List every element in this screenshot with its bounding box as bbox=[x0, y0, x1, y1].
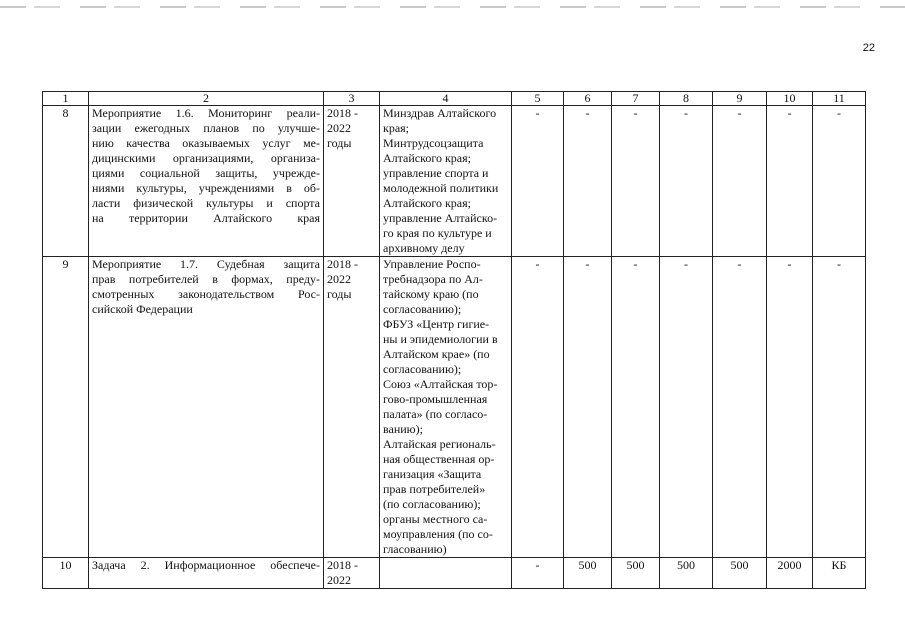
measure-name-line: зации ежегодных планов по улучше- bbox=[92, 121, 320, 135]
measure-name-line: прав потребителей в формах, преду- bbox=[92, 272, 320, 286]
row-number: 9 bbox=[43, 257, 89, 558]
executors-line: Управление Роспо- bbox=[383, 257, 481, 271]
measure-name bbox=[89, 558, 324, 589]
executors-line: ФБУЗ «Центр гигие- bbox=[383, 317, 490, 331]
table-row bbox=[43, 558, 866, 589]
value-cell: - bbox=[713, 257, 767, 558]
value-cell: КБ bbox=[813, 558, 866, 589]
measure-name-line: циями социальной защиты, учрежде- bbox=[92, 166, 320, 180]
measure-name-line: Мероприятие 1.6. Мониторинг реали- bbox=[92, 106, 320, 120]
value-cell: - bbox=[612, 257, 660, 558]
executors-line: Алтайском крае» (по bbox=[383, 347, 490, 361]
value-cell: - bbox=[564, 257, 612, 558]
value-cell: 500 bbox=[660, 558, 713, 589]
measure-name-line: смотренных законодательством Рос- bbox=[92, 287, 320, 301]
executors-line: тайскому краю (по bbox=[383, 287, 479, 301]
header-cell: 7 bbox=[612, 92, 660, 106]
value-cell: - bbox=[660, 257, 713, 558]
value-cell: - bbox=[767, 257, 813, 558]
scan-artifact-line bbox=[0, 6, 905, 8]
period-line: 2022 bbox=[327, 573, 351, 587]
executors-line: Минтрудсоцзащита bbox=[383, 136, 484, 150]
value-cell: - bbox=[612, 106, 660, 257]
value-cell: - bbox=[512, 106, 564, 257]
executors-line: архивному делу bbox=[383, 241, 465, 255]
header-cell: 1 bbox=[43, 92, 89, 106]
row-number: 8 bbox=[43, 106, 89, 257]
value-cell: 500 bbox=[564, 558, 612, 589]
executors-line: согласованию); bbox=[383, 302, 462, 316]
period-line: годы bbox=[327, 136, 352, 150]
executors-line: ная общественная ор- bbox=[383, 452, 495, 466]
page-number: 22 bbox=[862, 42, 875, 54]
executors-line: ганизация «Защита bbox=[383, 467, 482, 481]
executors-line: моуправления (по со- bbox=[383, 527, 493, 541]
period-line: 2018 - bbox=[327, 106, 358, 120]
value-cell: - bbox=[660, 106, 713, 257]
value-cell: - bbox=[813, 106, 866, 257]
executors-line: ванию); bbox=[383, 422, 423, 436]
period-line: годы bbox=[327, 287, 352, 301]
value-cell: 500 bbox=[713, 558, 767, 589]
executors-line: прав потребителей» bbox=[383, 482, 486, 496]
value-cell: 2000 bbox=[767, 558, 813, 589]
period-line: 2022 bbox=[327, 272, 351, 286]
header-cell: 10 bbox=[767, 92, 813, 106]
value-cell: - bbox=[767, 106, 813, 257]
measure-name-line: Задача 2. Информационное обеспече- bbox=[92, 558, 320, 572]
executors-line: Минздрав Алтайского bbox=[383, 106, 497, 120]
executors-line: (по согласованию); bbox=[383, 497, 481, 511]
executors-line: края; bbox=[383, 121, 410, 135]
header-cell: 5 bbox=[512, 92, 564, 106]
executors-line: органы местного са- bbox=[383, 512, 488, 526]
header-row bbox=[43, 92, 866, 106]
value-cell: - bbox=[713, 106, 767, 257]
value-cell: - bbox=[813, 257, 866, 558]
period bbox=[324, 558, 380, 589]
measures-table bbox=[42, 91, 866, 589]
executors-line: Алтайского края; bbox=[383, 196, 471, 210]
executors-line: палата» (по согласо- bbox=[383, 407, 488, 421]
measure-name-line: сийской Федерации bbox=[92, 302, 193, 316]
executors bbox=[380, 558, 512, 589]
period bbox=[324, 257, 380, 558]
executors-line: гово-промышленная bbox=[383, 392, 488, 406]
executors-line: требнадзора по Ал- bbox=[383, 272, 483, 286]
table-row bbox=[43, 257, 866, 558]
executors bbox=[380, 257, 512, 558]
measure-name-line: нию качества оказываемых услуг ме- bbox=[92, 136, 320, 150]
measure-name bbox=[89, 106, 324, 257]
period-line: 2022 bbox=[327, 121, 351, 135]
period-line: 2018 - bbox=[327, 257, 358, 271]
header-cell: 11 bbox=[813, 92, 866, 106]
measure-name-line: ласти физической культуры и спорта bbox=[92, 196, 320, 210]
measure-name-line: ниями культуры, учреждениями в об- bbox=[92, 181, 320, 195]
header-cell: 4 bbox=[380, 92, 512, 106]
value-cell: 500 bbox=[612, 558, 660, 589]
measure-name-line: Мероприятие 1.7. Судебная защита bbox=[92, 257, 320, 271]
table-row bbox=[43, 106, 866, 257]
executors-line: Алтайская региональ- bbox=[383, 437, 496, 451]
header-cell: 8 bbox=[660, 92, 713, 106]
header-cell: 9 bbox=[713, 92, 767, 106]
measure-name bbox=[89, 257, 324, 558]
executors-line: Алтайского края; bbox=[383, 151, 471, 165]
period-line: 2018 - bbox=[327, 558, 358, 572]
value-cell: - bbox=[564, 106, 612, 257]
executors-line: го края по культуре и bbox=[383, 226, 492, 240]
header-cell: 6 bbox=[564, 92, 612, 106]
executors-line: управление Алтайско- bbox=[383, 211, 498, 225]
measure-name-line: дицинскими организациями, организа- bbox=[92, 151, 320, 165]
header-cell: 2 bbox=[89, 92, 324, 106]
executors bbox=[380, 106, 512, 257]
executors-line: согласованию); bbox=[383, 362, 462, 376]
executors-line: управление спорта и bbox=[383, 166, 489, 180]
row-number: 10 bbox=[43, 558, 89, 589]
executors-line: ны и эпидемиологии в bbox=[383, 332, 498, 346]
measure-name-line: на территории Алтайского края bbox=[92, 211, 320, 225]
executors-line: молодежной политики bbox=[383, 181, 499, 195]
value-cell: - bbox=[512, 257, 564, 558]
header-cell: 3 bbox=[324, 92, 380, 106]
executors-line: гласованию) bbox=[383, 542, 447, 556]
value-cell: - bbox=[512, 558, 564, 589]
period bbox=[324, 106, 380, 257]
executors-line: Союз «Алтайская тор- bbox=[383, 377, 498, 391]
